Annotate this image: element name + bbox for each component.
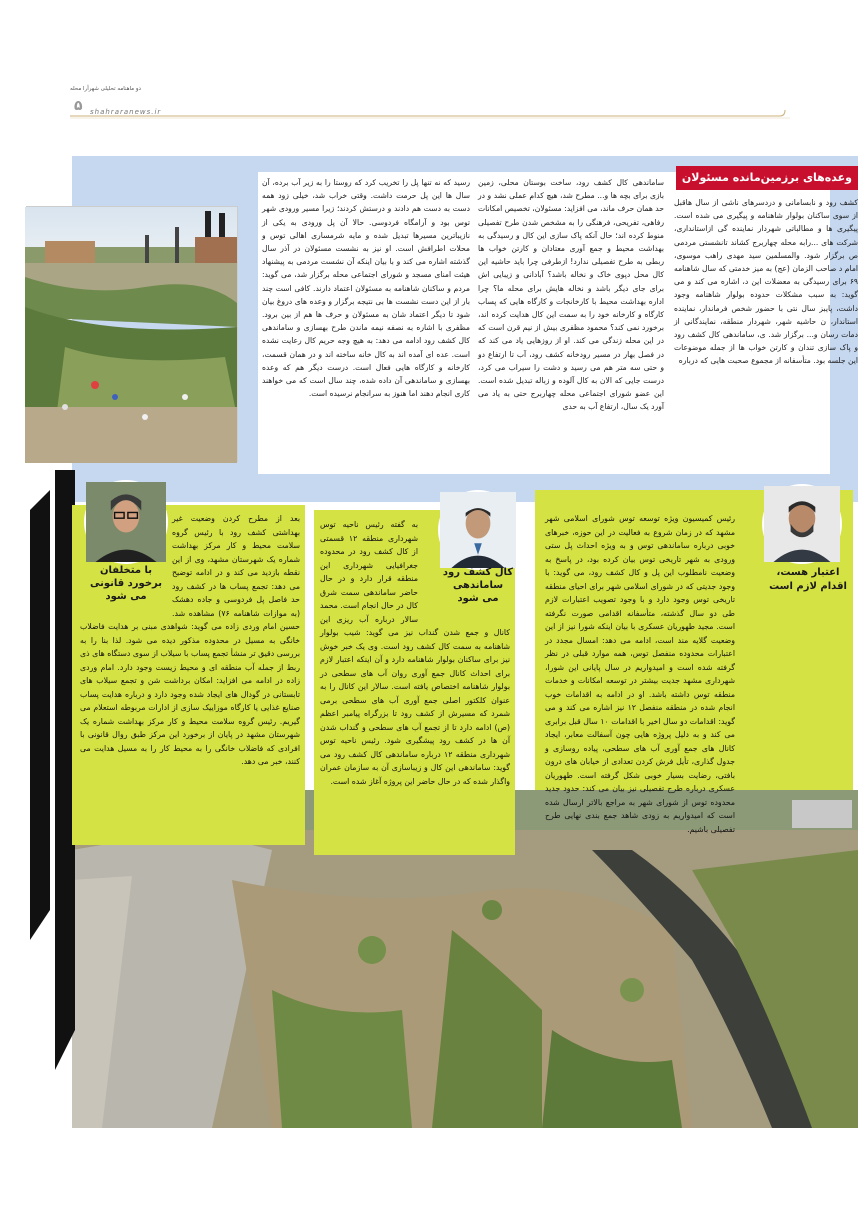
box-left-text (80, 512, 300, 840)
decorative-stripes (0, 470, 75, 1170)
box-right-text: رئیس کمیسیون ویژه توسعه توس شورای اسلامی شهر مشهد که در زمان شروع به فعالیت در این حوزه، خبرهای خوبی درباره ساماندهی توس و به ویژه احداث پل ستی ورودی به شهر تاریخی توس بیان کرده بود، در پاسخ به وضعیت نامطلوب این پل و کال کشف رود، می گوید: با وجود جدیتی که در شورای اسلامی شهر برای احیای منطقه تاریخی توس وجود دارد و با وجود تصویب اعتبارات لازم طی دو سال گذشته، متأسفانه اقدامی صورت نگرفته است. مجید طهوریان عسکری با بیان اینکه شورا نیز از این وضعیت گلایه مند است، ادامه می دهد: امسال مجدد در اعتبارات محدوده منفصل توس، همه موارد قبلی در نظر گرفته شده است و امیدواریم در سال پایانی این شورا، شهرداری مشهد جدیت بیشتر در توسعه امکانات و خدمات منطقه توس داشته باشد. او در ادامه به اقدامات خوب انجام شده در منطقه منفصل ۱۲ نیز اشاره می کند و می گوید: اقدامات دو سال اخیر با اقدامات ۱۰ سال قبل برابری می کند و به دلیل پروژه هایی چون آسفالت معابر، ایجاد کانال های جمع آوری آب های سطحی، پیاده روسازی و جدول گذاری، تأیل فرش کردن تعدادی از خیابان های درون بافتی، رضایت بسیار خوبی شکل گرفته است. طهوریان عسکری درباره طرح تفصیلی نیز بیان می کند: حدود جدید محدوده توس از شورای شهر به مراجع بالاتر ارسال شده است که امیدواریم به زودی شاهد جمع بندی نهایی طرح تفصیلی باشیم. (545, 514, 735, 834)
heading-right-line1: اعتبار هست، (776, 567, 840, 578)
box-middle-text-content: به گفته رئیس ناحیه توس شهرداری منطقه ۱۲ قسمتی از کال کشف رود در محدوده جغرافیایی شهرداری این منطقه قرار دارد و در حال حاضر ساماندهی سمت شرق کال در حال انجام است. محمد سالار درباره آب ریزی این کانال و جمع شدن گنداب نیز می گوید: شیب بولوار شاهنامه به سمت کال کشف رود است. وی یک خبر خوش نیز برای ساکنان بولوار شاهنامه دارد و آن اینکه اعتبار لازم برای احداث کانال جمع آوری روان آب های سطحی در بولوار شاهنامه اختصاص یافته است. سالار این کانال را به عنوان کلکتور اصلی جمع آوری آب های سطحی برمی شمرد که مسیرش از کشف رود تا بزرگراه پیامبر اعظم (ص) ادامه دارد تا از تجمع آب های سطحی و گنداب شدن آن ها در کشف رود پیشگیری شود. رئیس ناحیه توس شهرداری منطقه ۱۲ درباره ساماندهی کال کشف رود می گوید: ساماندهی این کال و زیباسازی آن به سازمان عمران واگذار شده که در حال حاضر این پروژه آغاز شده است. (320, 520, 510, 786)
article-column-left: رسید که نه تنها پل را تخریب کرد که روستا را به زیر آب برده، آن سال ها این پل حرمت داشت. وقتی خراب شد، خیلی زود همه دست به دست هم دادند و درستش کردند؛ زیرا مسیر ورودی شهر توس بود و آرامگاه فردوسی. حالا آن پل ورودی به یکی از نازیباترین مسیرها تبدیل شده و مایه شرمساری اهالی توس و محلات اطرافش است. او نیز به نشست مسئولان در آذر سال گذشته اشاره می کند و با بیان اینکه آن نشست مردمی به پیشنهاد هیئت امنای مسجد و شورای اجتماعی محله برگزار شد، می گوید: مردم و ساکنان شاهنامه به مسئولان اعتماد دارند. کافی است چند بار از این دست نشست ها بی نتیجه برگزار و وعده های دروغ بیان شود تا دیگر اعتماد شان به مسئولان و حرف ها هم از بین برود. مظفری با اشاره به نصفه نیمه ماندن طرح بهسازی و ساماندهی کال کشف رود ادامه می دهد: به هیچ وجه حریم کال رعایت نشده است. عده ای آمده اند به کال خانه ساخته اند و در همان قسمت، کارخانه و کارگاه هایی فعال است. درست دیگر هم که وعده بهسازی و ساماندهی آن داده شده، چند سال است که می خواهند کاری انجام دهند اما هنوز به سرانجام نرسیده است. (262, 178, 470, 399)
issue-title: دو ماهنامه تحلیلی شهرآرا محله (70, 86, 141, 92)
heading-left-line2: برخورد قانونی (89, 578, 163, 589)
heading-middle-line1: کال کشف رود (442, 567, 514, 578)
heading-middle-line3: می شود (457, 593, 499, 604)
article-column-right: کشف رود و نابسامانی و دردسرهای ناشی از سال هاقبل از سوی ساکنان بولوار شاهنامه و پیگیری می شده است. پیگیری ها و مطالباتی شهردار نماینده گی ازاستانداری، شرکت های ...رابه محله چهاربرج کشاند تانشستی مردمی ص برگزار شود. والمسلمین سید مهدی راهب موسوی، امام د صاحب الزمان (عج) به میز خدمتی که سال شاهنامه ۶۹ برای رسیدگی به معضلات این د، اشاره می کند و می گوید: به سبب مشکلات حدوده بولوار شاهنامه وجود داشت، پایبز سال نتی با حضور شخص فرماندار، نماینده استاندار، ن حاشیه شهر، شهردار منطقه، نمایندگانی از دمات رسان و... برگزار شد. ی، ساماندهی کال کشف رود و پاک سازی تندان و کارتن خواب ها از جمله موضوعات این جلسه بود. متأسفانه از مجموع صحبت هایی که درباره (674, 198, 858, 366)
box-left-text-content: بعد از مطرح کردن وضعیت غیر بهداشتی کشف رود با رئیس گروه سلامت محیط و کار مرکز بهداشت شماره یک شهرستان مشهد، وی از این نقطه بازدید می کند و در ادامه توضیح می دهد: تجمع پساب ها در کشف رود حد فاصل پل فردوسی و جاده دهشک (به موازات شاهنامه ۷۶) مشاهده شد. حسین امام وردی زاده می گوید: شواهدی مبنی بر هدایت فاضلاب خانگی به مسیل در محدوده مذکور دیده می شود. لذا بنا را به بررسی دقیق تر منشأ تجمع پساب با سیلاب از سوی دستگاه های ذی ربط از جمله آب منطقه ای و محیط زیست وجود دارد. امام وردی زاده در ادامه می افزاید: امکان برداشت شن و تجمع سیلاب های تابستانی در گودال های ایجاد شده وجود دارد و درباره هدایت پساب صنایع غذایی یا کارگاه موزاییک سازی از ادارات مربوطه استعلام می گیریم. رئیس گروه سلامت محیط و کار مرکز بهداشت شماره یک شهرستان مشهد در پایان از برخورد این مرکز طبق روال قانونی با افرادی که فاضلاب خانگی را به محیط کار را به مسیل هدایت می کنند، خبر می دهد. (80, 514, 300, 766)
box-left-float-spacer (80, 512, 172, 610)
heading-left-line3: می شود (105, 591, 147, 602)
site-url[interactable]: shahraranews.ir (90, 108, 162, 116)
page-number: ۵ (74, 98, 83, 114)
box-middle-float-spacer (418, 518, 510, 618)
heading-middle-line2: ساماندهی (452, 580, 504, 591)
heading-left-line1: با متخلفان (99, 565, 153, 576)
heading-right-line2: اقدام لازم است (769, 581, 847, 592)
section-tag: وعده‌های برزمین‌مانده مسئولان (676, 166, 858, 190)
article-column-middle: ساماندهی کال کشف رود، ساخت بوستان محلی، زمین بازی برای بچه ها و... مطرح شد، هیچ کدام عملی نشد و در حد همان حرف ماند، می افزاید: مسئولان، تخصیص امکانات رفاهی، تفریحی، فرهنگی را به مشخص شدن طرح تفصیلی منوط کرده اند؛ حال آنکه پاک سازی این کال و رسیدگی به بهداشت محیط و جمع آوری معتادان و کارتن خواب ها ربطی به طرح تفصیلی ندارد! ازطرفی چرا باید حاشیه این کال محل دپوی خاک و نخاله باشد؟ آبادانی و زیبایی اش برای جای دیگر باشد و نخاله هایش برای محله ما؟ چرا اداره بهداشت محیط با کارخانجات و کارگاه هایی که پساب کارگاه و کارخانه خود را به سمت این کال هدایت کرده اند، برخورد نمی کند؟ محمود مظفری بیش از نیم قرن است که در این محله زندگی می کند. او از روزهایی یاد می کند که در فصل بهار در مسیر رودخانه کشف رود، آب تا ارتفاع دو و حتی سه متر هم می رسید و دشت را سیراب می کرد، درست جایی که الان به کال آلوده و زباله تبدیل شده است. این عضو شورای اجتماعی محله چهاربرج حتی به یاد می آورد یک سال، ارتفاع آب به حدی (478, 178, 664, 412)
bridge-photo (26, 206, 238, 462)
box-middle-text (320, 518, 510, 848)
